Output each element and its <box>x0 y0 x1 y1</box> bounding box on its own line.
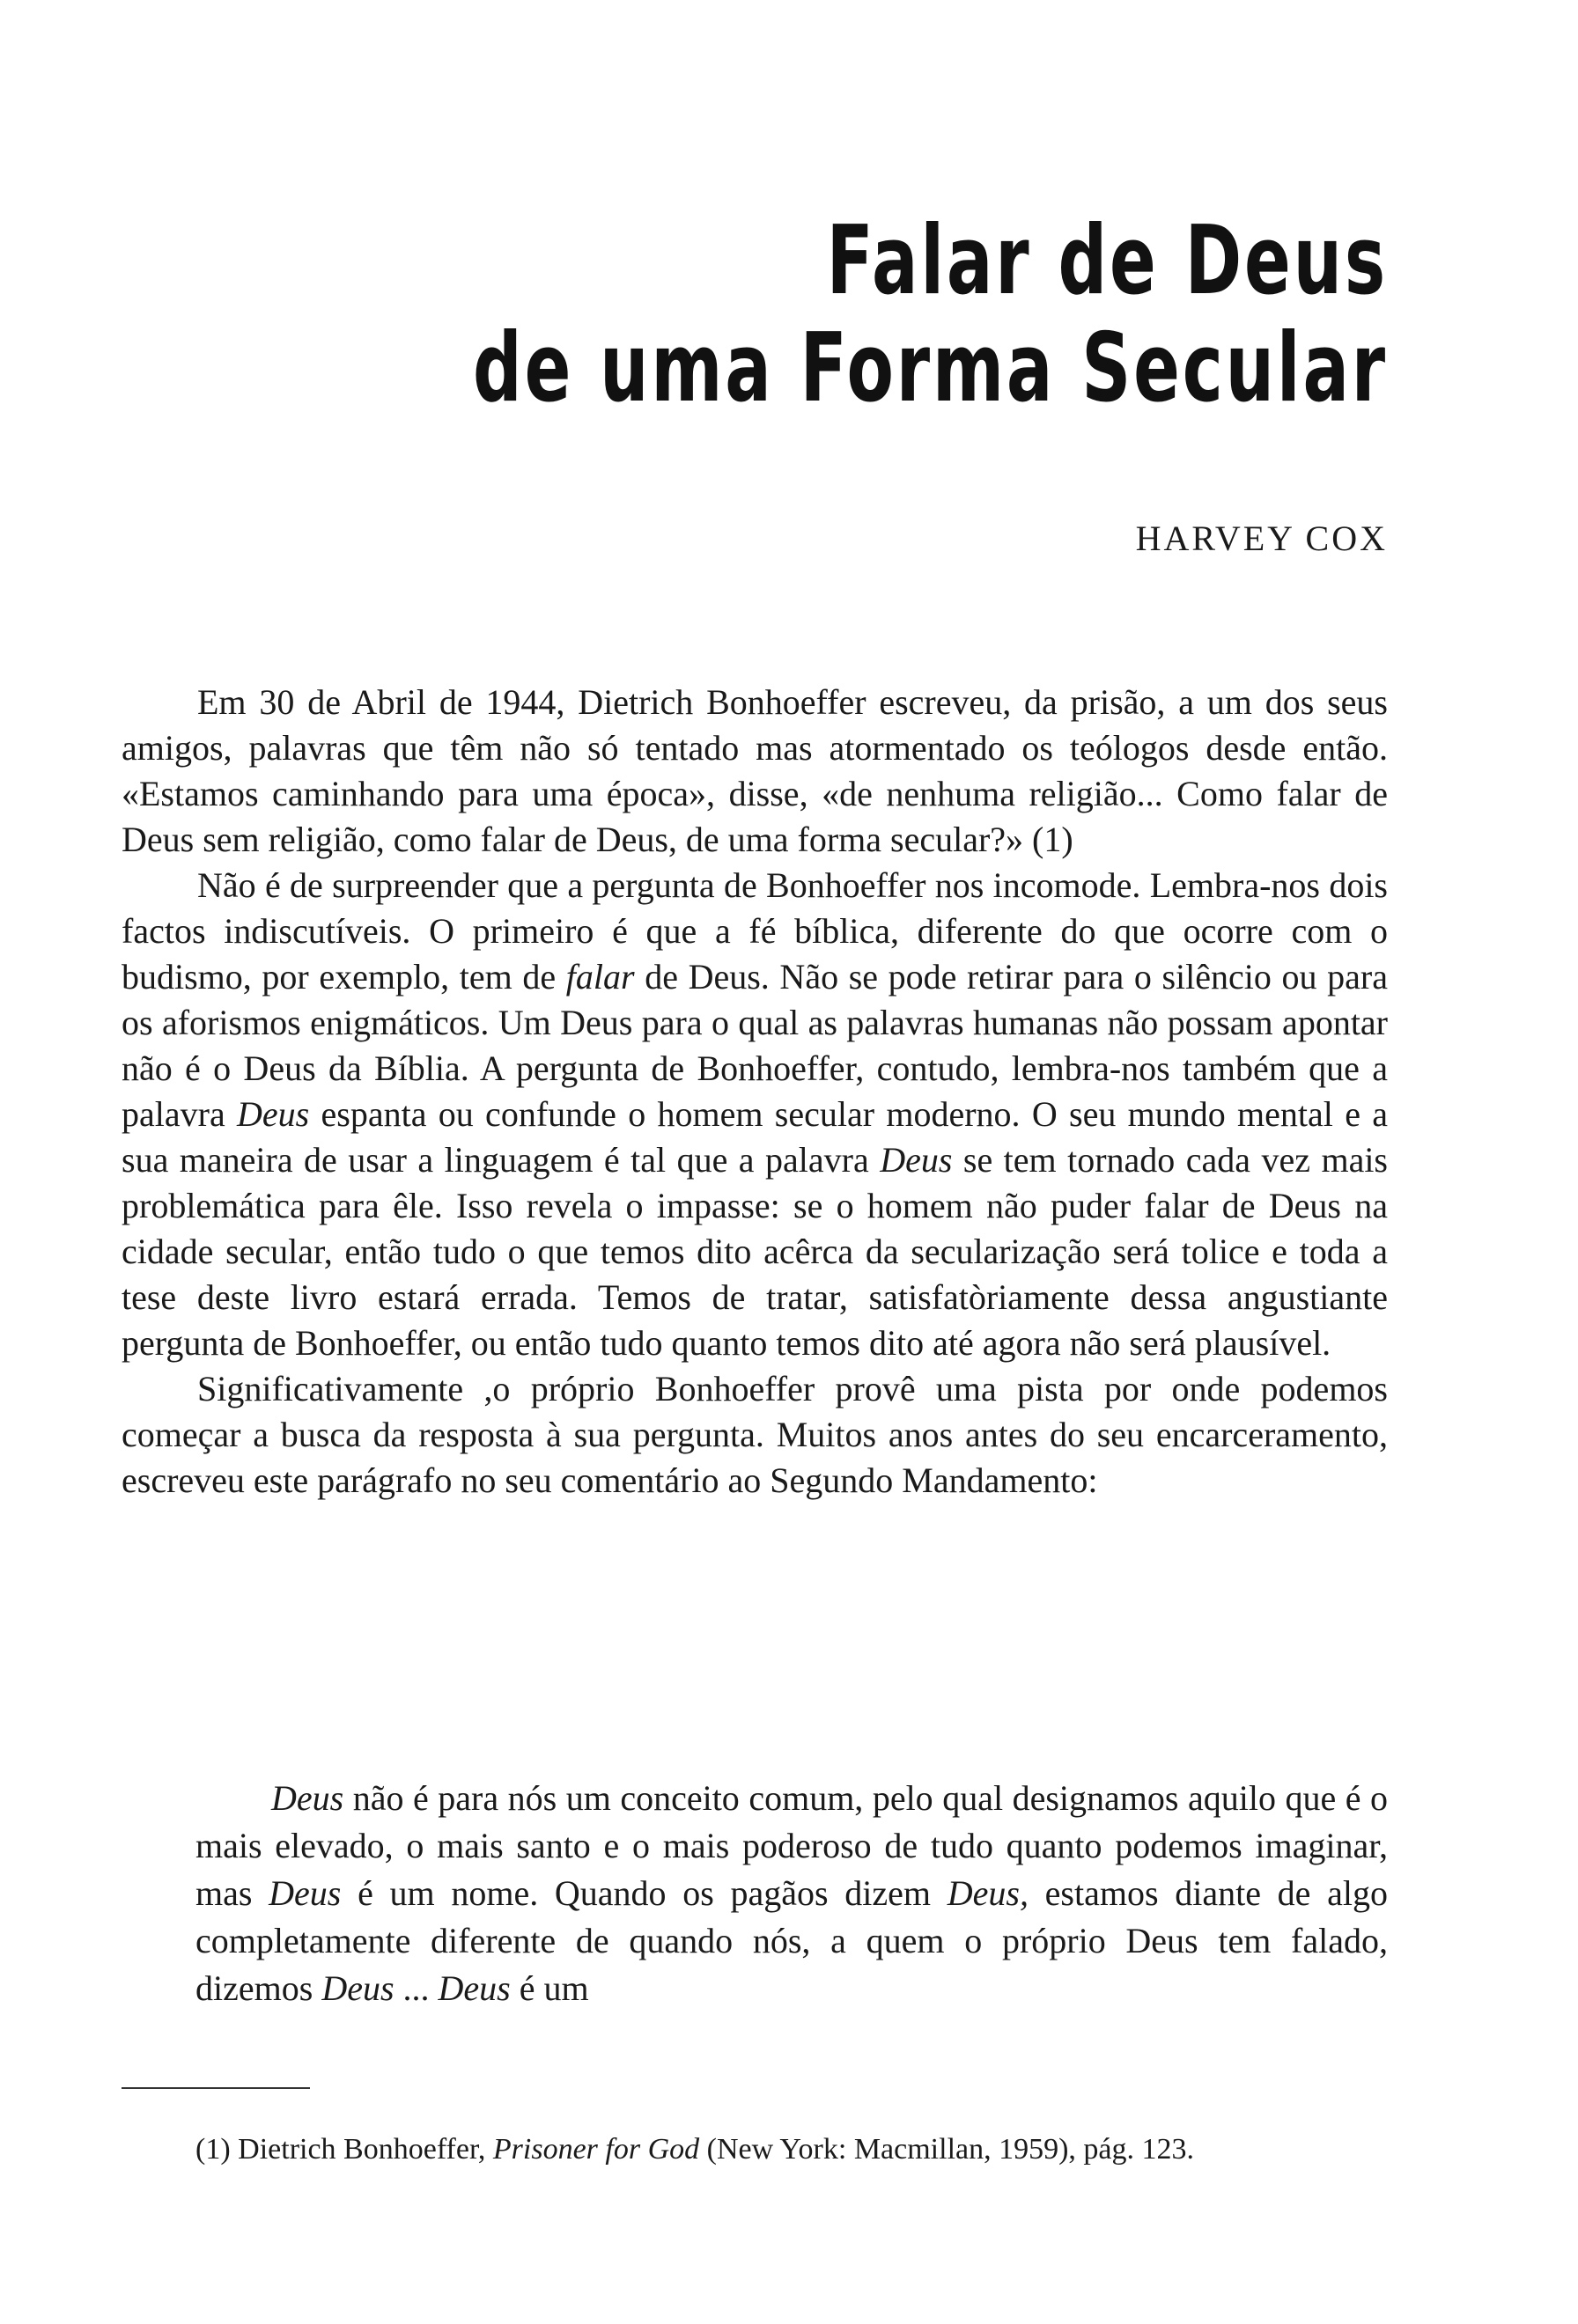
paragraph-1 <box>122 680 1388 863</box>
quote-text: é um <box>510 1968 589 2008</box>
emphasis-deus: Deus <box>880 1140 953 1180</box>
quote-emphasis: Deus <box>438 1968 511 2008</box>
footnote-mark: (1) <box>195 2133 231 2166</box>
quote-text: é um nome. Quando os pagãos dizem <box>341 1873 948 1913</box>
footnote-book-title: Prisoner for God <box>492 2133 700 2166</box>
footnote-author: Dietrich Bonhoeffer, <box>230 2133 493 2166</box>
emphasis-falar: falar <box>565 957 635 997</box>
quote-text: ... <box>394 1968 439 2008</box>
footnote-1 <box>195 2130 1194 2169</box>
quote-emphasis: Deus, <box>947 1873 1029 1913</box>
title-line-1: Falar de Deus <box>826 206 1388 316</box>
paragraph-2-text-e: espanta ou confunde o homem secular moderno. O seu mundo mental e a sua maneira de usar a linguagem é tal que a palavra <box>122 1094 1388 1180</box>
quote-text: não é para nós um conceito comum, pelo qual designamos aquilo que é o mais elevado, o mais santo e o mais poderoso de tudo quanto podemos imaginar, mas <box>195 1778 1388 1913</box>
paragraph-3 <box>122 1366 1388 1504</box>
emphasis-deus: Deus <box>237 1094 310 1134</box>
paragraph-2-text-a: Não é de surpreender que a pergunta de Bonhoeffer nos incomode. Lembra-nos dois factos indiscutíveis. O primeiro é que a fé bíblica, diferente do que ocorre com o budismo, por exemplo, tem de <box>122 865 1388 997</box>
paragraph-2-text-c: de Deus. Não se pode retirar para o silêncio ou para os aforismos enigmáticos. Um Deus para o qual as palavras humanas não possam apontar não é o Deus da Bíblia. A pergunta de Bonhoeffer, contudo, lembra-nos também que a palavra <box>122 957 1388 1134</box>
paragraph-1-text: Em 30 de Abril de 1944, Dietrich Bonhoeffer escreveu, da prisão, a um dos seus amigos, palavras que têm não só tentado mas atormentado os teólogos desde então. «Estamos caminhando para uma época», disse, «de nenhuma religião... Como falar de Deus sem religião, como falar de Deus, de uma forma secular?» <box>122 682 1388 859</box>
paragraph-2-text-g: se tem tornado cada vez mais problemática para êle. Isso revela o impasse: se o homem não puder falar de Deus na cidade secular, então tudo o que temos dito acêrca da secularização será tolice e toda a tese deste livro estará errada. Temos de tratar, satisfatòriamente dessa angustiante pergunta de Bonhoeffer, ou então tudo quanto temos dito até agora não será plausível. <box>122 1140 1389 1363</box>
quote-emphasis: Deus <box>271 1778 344 1818</box>
title-line-2: de uma Forma Secular <box>473 313 1388 423</box>
author-name: HARVEY COX <box>1135 518 1388 558</box>
footnote-separator <box>122 2087 310 2089</box>
footnote-reference: (1) <box>1032 820 1073 859</box>
paragraph-3-text: Significativamente ,o próprio Bonhoeffer provê uma pista por onde podemos começar a busca da resposta à sua pergunta. Muitos anos antes do seu encarceramento, escreveu este parágrafo no seu comentário ao Segundo Mandamento: <box>122 1369 1388 1500</box>
chapter-title <box>117 208 1388 423</box>
body-text <box>122 680 1388 1504</box>
paragraph-2 <box>122 863 1388 1366</box>
quote-emphasis: Deus <box>321 1968 394 2008</box>
block-quote <box>195 1775 1388 2012</box>
quote-text: estamos diante de algo completamente diferente de quando nós, a quem o próprio Deus tem falado, dizemos <box>195 1873 1388 2008</box>
quote-emphasis: Deus <box>269 1873 342 1913</box>
footnote-citation: (New York: Macmillan, 1959), pág. 123. <box>699 2133 1195 2166</box>
